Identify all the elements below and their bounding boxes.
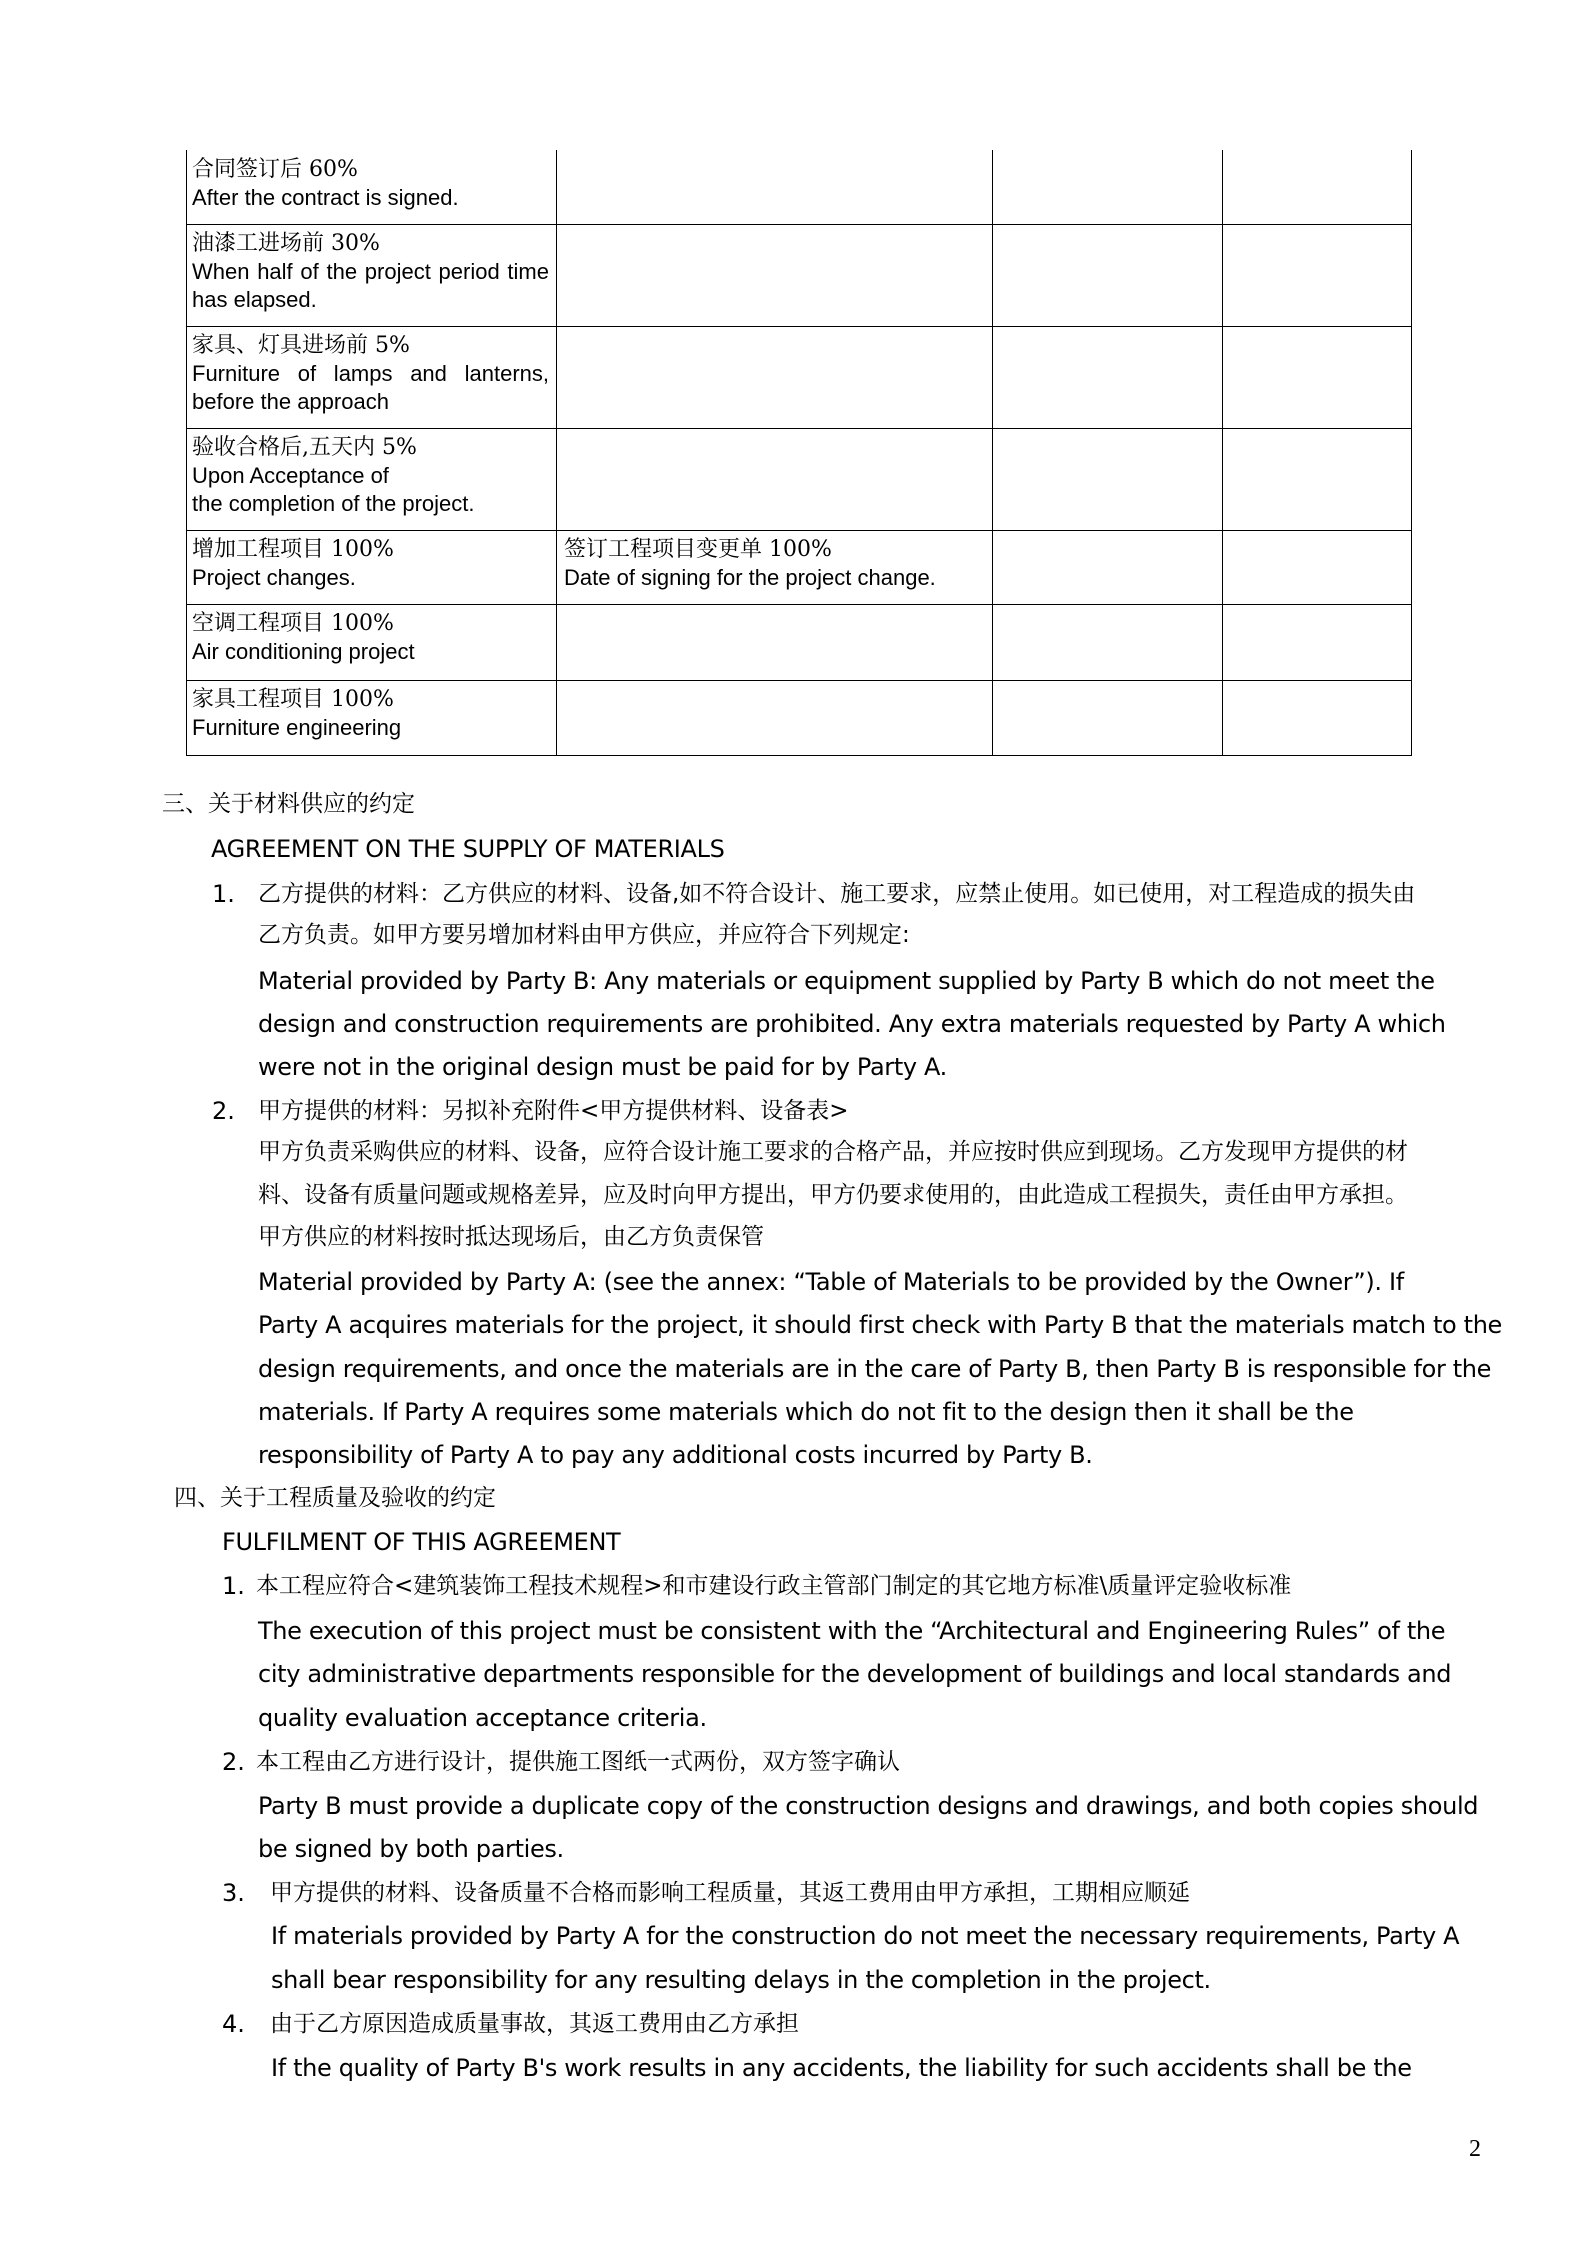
list-number: 2. [212, 1097, 235, 1125]
table-row [186, 680, 1412, 756]
paragraph-line-en: Party A acquires materials for the project, it should first check with Party B that the materials match to the [258, 1311, 1502, 1339]
list-number: 4. [222, 2010, 245, 2038]
table-cell-empty [1222, 530, 1412, 604]
table-row [186, 326, 1412, 428]
table-row [186, 604, 1412, 680]
paragraph-line-en: be signed by both parties. [258, 1835, 564, 1863]
table-border [186, 326, 1412, 327]
table-border [186, 150, 187, 756]
paragraph-line-en: responsibility of Party A to pay any additional costs incurred by Party B. [258, 1441, 1093, 1469]
table-border [1222, 150, 1223, 756]
table-cell-payment-stage [186, 224, 556, 326]
table-cell-condition [556, 428, 992, 530]
paragraph-line-en: design requirements, and once the materials are in the care of Party B, then Party B is responsible for the [258, 1355, 1492, 1383]
paragraph-line-en: If the quality of Party B's work results in any accidents, the liability for such accidents shall be the [271, 2054, 1412, 2082]
table-row [186, 224, 1412, 326]
table-cell-empty [992, 428, 1222, 530]
cell-text-en: Project changes. [192, 565, 356, 590]
paragraph-line-en: Material provided by Party B: Any materials or equipment supplied by Party B which do not meet the [258, 967, 1435, 995]
paragraph-line-en: shall bear responsibility for any resulting delays in the completion in the project. [271, 1966, 1211, 1994]
page-number: 2 [1469, 2136, 1481, 2162]
cell-text-zh: 家具、灯具进场前 5% [192, 333, 410, 358]
table-border [992, 150, 993, 756]
table-border [1411, 150, 1412, 756]
table-cell-empty [992, 680, 1222, 756]
table-cell-empty [992, 604, 1222, 680]
table-cell-payment-stage [186, 530, 556, 604]
paragraph-line-en: Party B must provide a duplicate copy of the construction designs and drawings, and both copies should [258, 1792, 1479, 1820]
cell-text-en: When half of the project period time has elapsed. [192, 259, 549, 312]
table-cell-empty [1222, 428, 1412, 530]
paragraph-line-en: If materials provided by Party A for the construction do not meet the necessary requirements, Party A [271, 1922, 1460, 1950]
table-cell-payment-stage [186, 680, 556, 756]
table-cell-empty [1222, 680, 1412, 756]
paragraph-line-en: quality evaluation acceptance criteria. [258, 1704, 707, 1732]
table-cell-empty [992, 224, 1222, 326]
table-cell-payment-stage [186, 428, 556, 530]
cell-text-en: Air conditioning project [192, 639, 415, 664]
cell-text-zh: 油漆工进场前 30% [192, 231, 380, 256]
paragraph-line-zh: 乙方负责。如甲方要另增加材料由甲方供应，并应符合下列规定: [258, 922, 910, 948]
table-row [186, 428, 1412, 530]
table-cell-empty [1222, 224, 1412, 326]
table-row [186, 530, 1412, 604]
table-cell-condition [556, 150, 992, 224]
payment-schedule-table [186, 150, 1412, 756]
paragraph-line-zh: 料、设备有质量问题或规格差异，应及时向甲方提出，甲方仍要求使用的，由此造成工程损失，责任由甲方承担。 [258, 1182, 1408, 1208]
table-cell-empty [1222, 604, 1412, 680]
table-cell-condition [556, 604, 992, 680]
cell-text-zh: 验收合格后,五天内 5% [192, 435, 417, 460]
paragraph-line-en: city administrative departments responsible for the development of buildings and local standards and [258, 1660, 1452, 1688]
paragraph-line-zh: 由于乙方原因造成质量事故，其返工费用由乙方承担 [270, 2011, 799, 2037]
paragraph-line-zh: 本工程由乙方进行设计，提供施工图纸一式两份，双方签字确认 [256, 1749, 900, 1775]
table-border [186, 530, 1412, 531]
cell-text-en: the completion of the project. [192, 491, 475, 516]
paragraph-line-en: materials. If Party A requires some materials which do not fit to the design then it shall be the [258, 1398, 1354, 1426]
table-cell-payment-stage [186, 150, 556, 224]
paragraph-line-zh: 乙方提供的材料：乙方供应的材料、设备,如不符合设计、施工要求，应禁止使用。如已使用，对工程造成的损失由 [258, 881, 1416, 907]
cell-text-en: Upon Acceptance of [192, 463, 389, 488]
paragraph-line-en: The execution of this project must be consistent with the “Architectural and Engineering Rules” of the [258, 1617, 1446, 1645]
cell-text-en: Furniture of lamps and lanterns, before the approach [192, 361, 549, 414]
table-border [186, 604, 1412, 605]
paragraph-line-zh: 甲方负责采购供应的材料、设备，应符合设计施工要求的合格产品，并应按时供应到现场。乙方发现甲方提供的材 [258, 1139, 1408, 1165]
table-cell-empty [992, 530, 1222, 604]
table-border [186, 224, 1412, 225]
cell-text-zh: 合同签订后 60% [192, 157, 358, 182]
table-cell-empty [1222, 150, 1412, 224]
section-heading-en: FULFILMENT OF THIS AGREEMENT [222, 1528, 621, 1556]
paragraph-line-en: design and construction requirements are prohibited. Any extra materials requested by Party A which [258, 1010, 1446, 1038]
section-heading: 四、关于工程质量及验收的约定 [174, 1485, 496, 1511]
paragraph-line-zh: 甲方提供的材料：另拟补充附件<甲方提供材料、设备表> [258, 1098, 849, 1124]
section-heading-en: AGREEMENT ON THE SUPPLY OF MATERIALS [211, 835, 725, 863]
table-cell-empty [992, 326, 1222, 428]
table-cell-payment-stage [186, 604, 556, 680]
paragraph-line-zh: 甲方供应的材料按时抵达现场后，由乙方负责保管 [258, 1224, 764, 1250]
table-cell-condition [556, 680, 992, 756]
cell-text-en: Furniture engineering [192, 715, 402, 740]
table-row [186, 150, 1412, 224]
cell-text-zh: 增加工程项目 100% [192, 537, 394, 562]
section-heading: 三、关于材料供应的约定 [162, 791, 415, 817]
cell-text-zh: 空调工程项目 100% [192, 611, 394, 636]
cell-text-zh: 签订工程项目变更单 100% [564, 537, 832, 562]
table-cell-condition [556, 530, 992, 604]
list-number: 1. [222, 1572, 245, 1600]
cell-text-en: Date of signing for the project change. [564, 565, 936, 590]
table-cell-empty [1222, 326, 1412, 428]
cell-text-en: After the contract is signed. [192, 185, 459, 210]
paragraph-line-en: were not in the original design must be paid for by Party A. [258, 1053, 947, 1081]
cell-text-zh: 家具工程项目 100% [192, 687, 394, 712]
table-border [186, 680, 1412, 681]
table-cell-condition [556, 224, 992, 326]
table-cell-empty [992, 150, 1222, 224]
list-number: 3. [222, 1879, 245, 1907]
list-number: 2. [222, 1748, 245, 1776]
table-border [556, 150, 557, 756]
paragraph-line-zh: 甲方提供的材料、设备质量不合格而影响工程质量，其返工费用由甲方承担，工期相应顺延 [270, 1880, 1190, 1906]
paragraph-line-zh: 本工程应符合<建筑装饰工程技术规程>和市建设行政主管部门制定的其它地方标准\质量评定验收标准 [256, 1573, 1292, 1599]
table-cell-payment-stage [186, 326, 556, 428]
list-number: 1. [212, 880, 235, 908]
table-border [186, 755, 1412, 756]
table-border [186, 428, 1412, 429]
paragraph-line-en: Material provided by Party A: (see the annex: “Table of Materials to be provided by the Owner”). If [258, 1268, 1404, 1296]
table-cell-condition [556, 326, 992, 428]
